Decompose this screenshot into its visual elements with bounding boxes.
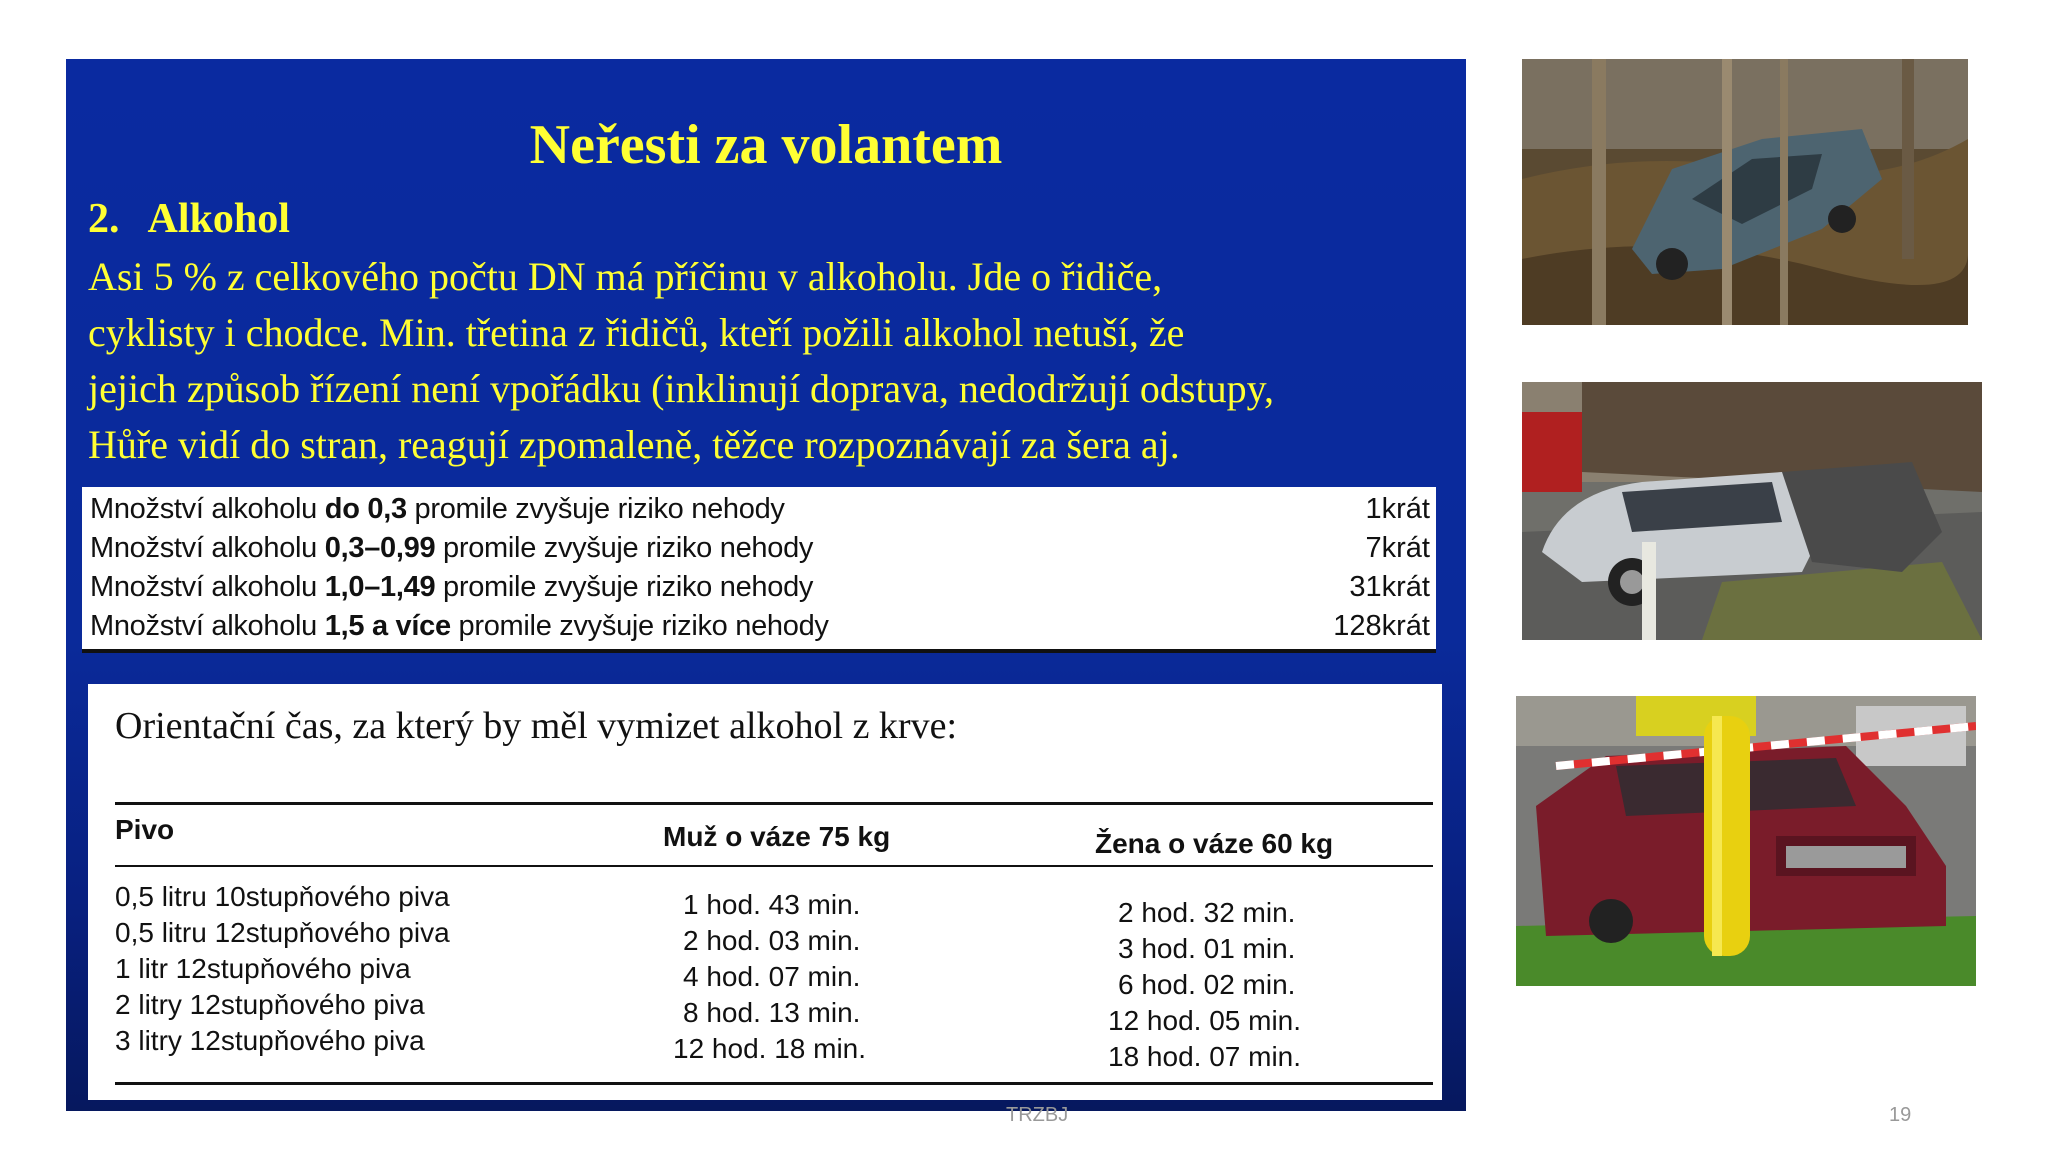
footer-label: TRZBJ <box>1006 1104 1069 1126</box>
elimination-time-table <box>88 684 1442 1100</box>
table-bottom-rule <box>115 1082 1433 1085</box>
table-cell-beer: 1 litr 12stupňového piva <box>115 953 411 984</box>
crash-photo-road <box>1522 382 1982 640</box>
table-header-rule <box>115 865 1433 867</box>
table-cell-beer: 0,5 litru 10stupňového piva <box>115 881 450 912</box>
risk-row <box>90 606 1430 646</box>
risk-prefix: Množství alkoholu <box>90 493 325 525</box>
paragraph <box>88 249 1468 473</box>
time-table-title: Orientační čas, za který by měl vymizet alkohol z krve: <box>115 705 958 747</box>
col-header-man: Muž o váze 75 kg <box>663 821 891 852</box>
col-header-woman: Žena o váze 60 kg <box>1095 828 1334 859</box>
paragraph-line: jejich způsob řízení není vpořádku (inklinují doprava, nedodržují odstupy, <box>88 366 1275 411</box>
risk-row <box>90 567 1430 607</box>
risk-value: 7krát <box>1365 532 1430 564</box>
table-cell-man: 8 hod. 13 min. <box>683 997 861 1028</box>
table-cell-man: 2 hod. 03 min. <box>683 925 861 956</box>
risk-prefix: Množství alkoholu <box>90 610 325 642</box>
risk-table <box>82 487 1436 653</box>
table-cell-man: 12 hod. 18 min. <box>673 1033 867 1064</box>
risk-suffix: promile zvyšuje riziko nehody <box>435 571 814 603</box>
table-cell-beer: 3 litry 12stupňového piva <box>115 1025 425 1056</box>
risk-range: 1,0–1,49 <box>324 571 436 603</box>
paragraph-line: cyklisty i chodce. Min. třetina z řidičů, kteří požili alkohol netuší, že <box>88 310 1185 355</box>
risk-suffix: promile zvyšuje riziko nehody <box>406 493 785 525</box>
risk-row <box>90 528 1430 568</box>
page-number: 19 <box>1889 1104 1912 1126</box>
crash-photo-pole <box>1516 696 1976 986</box>
crash-photo-forest <box>1522 59 1968 325</box>
table-top-rule <box>115 802 1433 805</box>
table-cell-beer: 0,5 litru 12stupňového piva <box>115 917 450 948</box>
risk-suffix: promile zvyšuje riziko nehody <box>450 610 829 642</box>
col-header-beer: Pivo <box>115 814 175 845</box>
paragraph-line: Asi 5 % z celkového počtu DN má příčinu v alkoholu. Jde o řidiče, <box>88 254 1163 299</box>
risk-value: 1krát <box>1365 493 1430 525</box>
section-title: Alkohol <box>147 196 290 242</box>
slide-title: Neřesti za volantem <box>529 114 1003 176</box>
content-panel <box>66 59 1466 1111</box>
table-cell-woman: 12 hod. 05 min. <box>1108 1005 1302 1036</box>
risk-prefix: Množství alkoholu <box>90 532 325 564</box>
risk-range: 1,5 a více <box>324 610 451 642</box>
risk-row <box>90 489 1430 529</box>
table-cell-woman: 2 hod. 32 min. <box>1118 897 1296 928</box>
table-cell-woman: 18 hod. 07 min. <box>1108 1041 1302 1072</box>
table-cell-beer: 2 litry 12stupňového piva <box>115 989 425 1020</box>
risk-value: 128krát <box>1333 610 1430 642</box>
risk-prefix: Množství alkoholu <box>90 571 325 603</box>
risk-range: do 0,3 <box>324 493 407 525</box>
section-number: 2. <box>88 196 120 242</box>
risk-suffix: promile zvyšuje riziko nehody <box>435 532 814 564</box>
table-cell-woman: 6 hod. 02 min. <box>1118 969 1296 1000</box>
table-cell-man: 4 hod. 07 min. <box>683 961 861 992</box>
risk-range: 0,3–0,99 <box>324 532 436 564</box>
table-cell-woman: 3 hod. 01 min. <box>1118 933 1296 964</box>
section-heading <box>88 195 290 243</box>
table-cell-man: 1 hod. 43 min. <box>683 889 861 920</box>
paragraph-line: Hůře vidí do stran, reagují zpomaleně, těžce rozpoznávají za šera aj. <box>88 422 1180 467</box>
risk-value: 31krát <box>1349 571 1430 603</box>
